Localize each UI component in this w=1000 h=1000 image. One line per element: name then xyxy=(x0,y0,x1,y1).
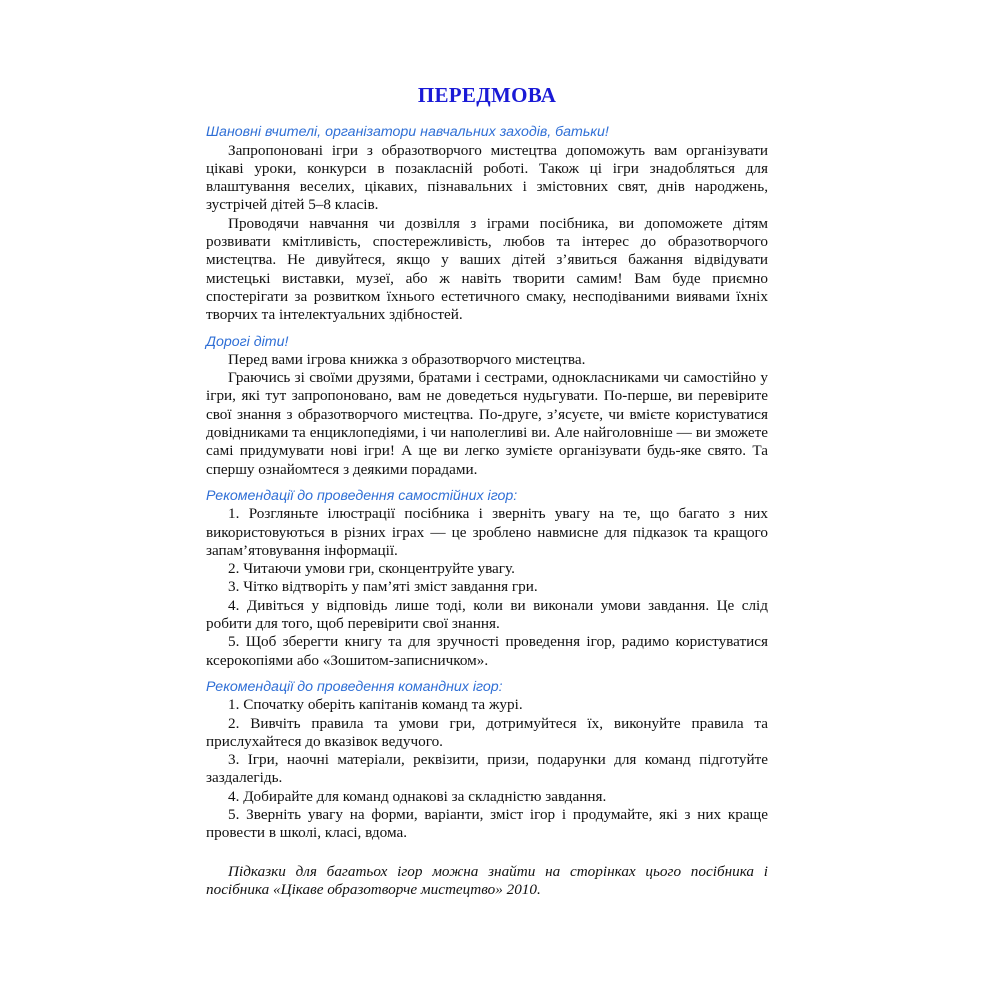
list-item: 5. Щоб зберегти книгу та для зручності проведення ігор, радимо користуватися ксерокопіями або «Зошитом-записничком». xyxy=(206,633,768,669)
section-team-games xyxy=(206,678,768,843)
section-heading-teachers: Шановні вчителі, організатори навчальних заходів, батьки! xyxy=(206,124,609,141)
section-heading-individual-games: Рекомендації до проведення самостійних ігор: xyxy=(206,487,518,504)
list-item: 2. Вивчіть правила та умови гри, дотримуйтеся їх, виконуйте правила та прислухайтеся до вказівок ведучого. xyxy=(206,714,768,750)
paragraph: Граючись зі своїми друзями, братами і сестрами, однокласниками чи самостійно у ігри, які тут запропоновано, вам не доведеться нудьгувати. По-перше, ви перевірите свої знання з образотворчого мистецтва. По-друге, з’ясуєте, чи вмієте користуватися довідниками та енциклопедіями, і чи наполегливі ви. Але найголовніше — ви зможете самі придумувати нові ігри! А ще ви легко зумієте організувати будь-яке свято. Та спершу ознайомтеся з деякими порадами. xyxy=(206,369,768,478)
section-heading-children: Дорогі діти! xyxy=(206,333,289,350)
list-item: 5. Зверніть увагу на форми, варіанти, зміст ігор і продумайте, які з них краще провести в школі, класі, вдома. xyxy=(206,805,768,842)
preface-page xyxy=(206,83,768,899)
section-teachers xyxy=(206,123,768,324)
list-item: 1. Спочатку оберіть капітанів команд та журі. xyxy=(228,696,523,714)
list-item: 3. Ігри, наочні матеріали, реквізити, призи, подарунки для команд підготуйте заздалегідь. xyxy=(206,751,768,787)
section-children xyxy=(206,333,768,479)
list-item: 1. Розгляньте ілюстрації посібника і зверніть увагу на те, що багато з них використовуються в різних іграх — це зроблено навмисне для підказок та кращого запам’ятовування інформації. xyxy=(206,505,768,559)
paragraph: Проводячи навчання чи дозвілля з іграми посібника, ви допоможете дітям розвивати кмітливість, спостережливість, любов та інтерес до образотворчого мистецтва. Не дивуйтеся, якщо у ваших дітей з’явиться бажання відвідувати мистецькі виставки, музеї, або ж навіть творити самим! Вам буде приємно спостерігати за розвитком їхнього естетичного смаку, несподіваними виявами їхніх творчих та інтелектуальних здібностей. xyxy=(206,214,768,324)
list-item: 2. Читаючи умови гри, сконцентруйте увагу. xyxy=(228,560,515,578)
paragraph: Запропоновані ігри з образотворчого мистецтва допоможуть вам організувати цікаві уроки, конкурси в позакласній роботі. Також ці ігри знадобляться для влаштування веселих, цікавих, пізнавальних і змістовних свят, днів народжень, зустрічей дітей 5–8 класів. xyxy=(206,141,768,214)
paragraph: Перед вами ігрова книжка з образотворчого мистецтва. xyxy=(228,350,586,368)
section-individual-games xyxy=(206,487,768,670)
list-item: 4. Добирайте для команд однакові за складністю завдання. xyxy=(228,787,607,805)
list-item: 4. Дивіться у відповідь лише тоді, коли ви виконали умови завдання. Це слід робити для того, щоб перевірити свої знання. xyxy=(206,596,768,633)
section-heading-team-games: Рекомендації до проведення командних ігор: xyxy=(206,678,503,695)
page-title: ПЕРЕДМОВА xyxy=(417,83,557,107)
closing-note: Підказки для багатьох ігор можна знайти на сторінках цього посібника і посібника «Цікаве образотворче мистецтво» 2010. xyxy=(206,862,768,898)
list-item: 3. Чітко відтворіть у пам’яті зміст завдання гри. xyxy=(228,578,538,596)
